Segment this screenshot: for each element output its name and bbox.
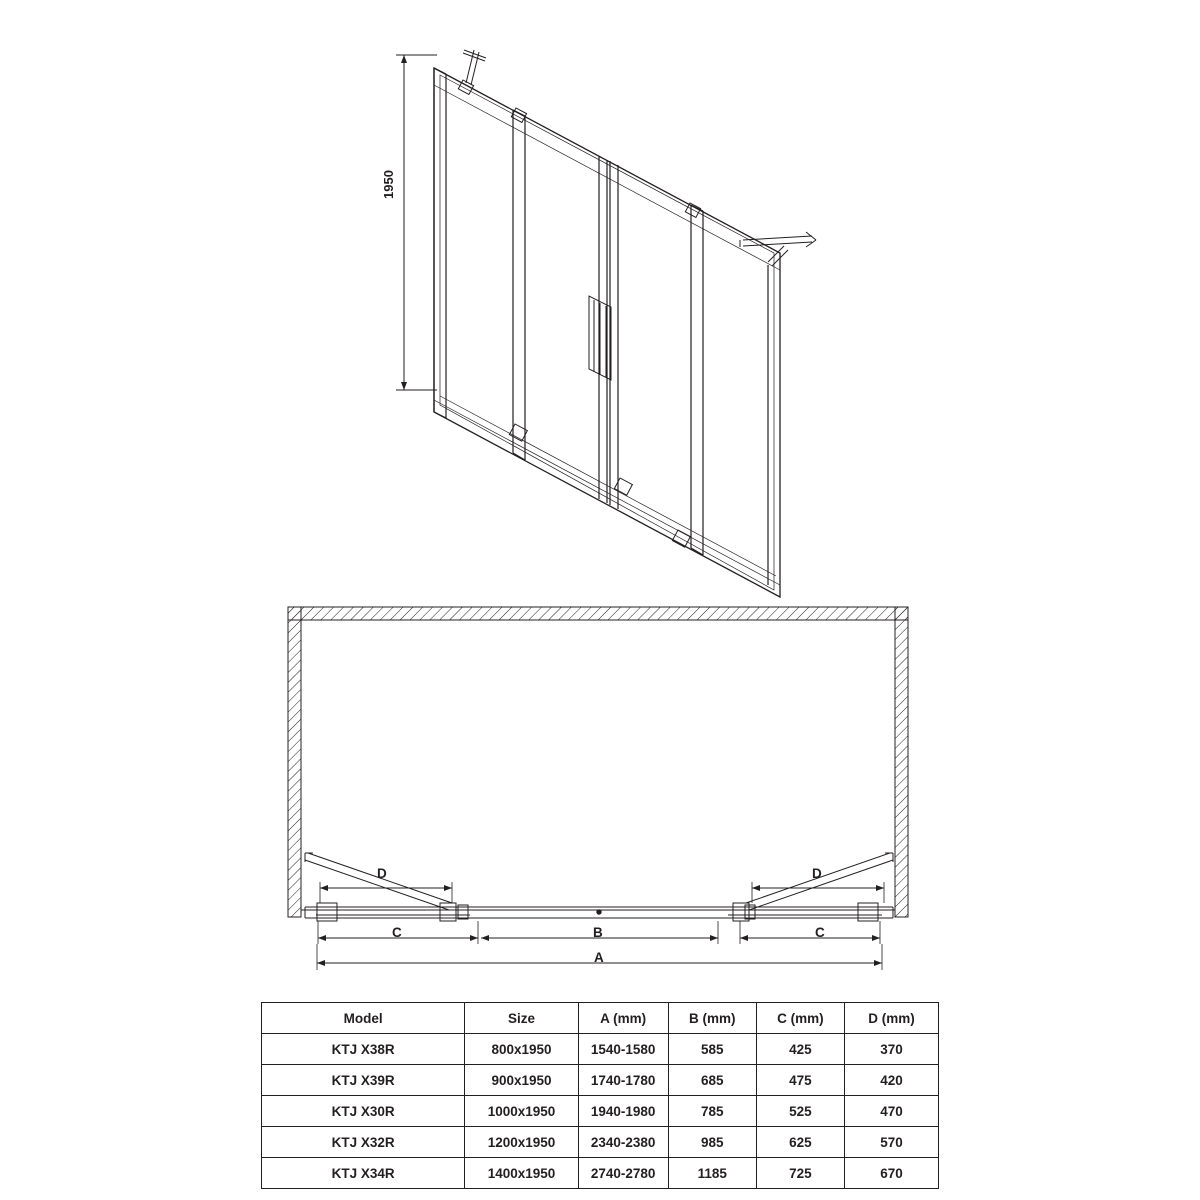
cell-b: 585 <box>668 1034 756 1065</box>
cell-a: 2740-2780 <box>578 1158 668 1189</box>
table-row <box>262 1158 939 1189</box>
dimension-label-a: A <box>594 950 604 965</box>
cell-d: 570 <box>844 1127 938 1158</box>
cell-c: 525 <box>756 1096 844 1127</box>
dimension-d-left <box>320 882 452 903</box>
cell-a: 2340-2380 <box>578 1127 668 1158</box>
height-dimension-label: 1950 <box>381 170 396 199</box>
panel-center-stiles <box>599 156 618 509</box>
header-size: Size <box>465 1003 578 1034</box>
cell-a: 1740-1780 <box>578 1065 668 1096</box>
cell-model: KTJ X34R <box>262 1158 465 1189</box>
cell-d: 470 <box>844 1096 938 1127</box>
dimension-label-b: B <box>593 925 603 940</box>
table-row <box>262 1034 939 1065</box>
table-row <box>262 1127 939 1158</box>
door-handle <box>589 296 611 380</box>
header-a: A (mm) <box>578 1003 668 1034</box>
dimension-d-right <box>752 882 884 903</box>
cell-b: 685 <box>668 1065 756 1096</box>
header-model: Model <box>262 1003 465 1034</box>
cell-model: KTJ X39R <box>262 1065 465 1096</box>
stabiliser-bar-left <box>463 50 486 85</box>
dimension-label-d-left: D <box>377 866 387 881</box>
cell-d: 370 <box>844 1034 938 1065</box>
height-dimension <box>396 55 437 390</box>
cell-c: 475 <box>756 1065 844 1096</box>
specification-table <box>261 1002 939 1189</box>
header-d: D (mm) <box>844 1003 938 1034</box>
cell-d: 420 <box>844 1065 938 1096</box>
plan-view <box>288 607 908 970</box>
roller-brackets <box>458 80 700 547</box>
cell-model: KTJ X30R <box>262 1096 465 1127</box>
dimension-label-c-right: C <box>815 925 825 940</box>
panel-sliding-2 <box>691 205 703 555</box>
header-c: C (mm) <box>756 1003 844 1034</box>
dimension-c-right <box>740 921 880 944</box>
cell-c: 625 <box>756 1127 844 1158</box>
cell-size: 800x1950 <box>465 1034 578 1065</box>
cell-c: 725 <box>756 1158 844 1189</box>
cell-a: 1940-1980 <box>578 1096 668 1127</box>
cell-b: 1185 <box>668 1158 756 1189</box>
cell-a: 1540-1580 <box>578 1034 668 1065</box>
cell-size: 1400x1950 <box>465 1158 578 1189</box>
cell-d: 670 <box>844 1158 938 1189</box>
table-row <box>262 1096 939 1127</box>
header-b: B (mm) <box>668 1003 756 1034</box>
panel-sliding-1 <box>513 110 525 460</box>
cell-b: 785 <box>668 1096 756 1127</box>
cell-b: 985 <box>668 1127 756 1158</box>
dimension-label-c-left: C <box>392 925 402 940</box>
table-row <box>262 1065 939 1096</box>
plan-stabiliser-right <box>746 853 893 910</box>
cell-model: KTJ X32R <box>262 1127 465 1158</box>
track-profile <box>305 907 893 918</box>
cell-size: 1200x1950 <box>465 1127 578 1158</box>
table-header-row <box>262 1003 939 1034</box>
elevation-view <box>396 50 816 597</box>
cell-size: 1000x1950 <box>465 1096 578 1127</box>
plan-stabiliser-left <box>305 853 452 910</box>
cell-size: 900x1950 <box>465 1065 578 1096</box>
dimension-label-d-right: D <box>812 866 822 881</box>
cell-c: 425 <box>756 1034 844 1065</box>
cell-model: KTJ X38R <box>262 1034 465 1065</box>
